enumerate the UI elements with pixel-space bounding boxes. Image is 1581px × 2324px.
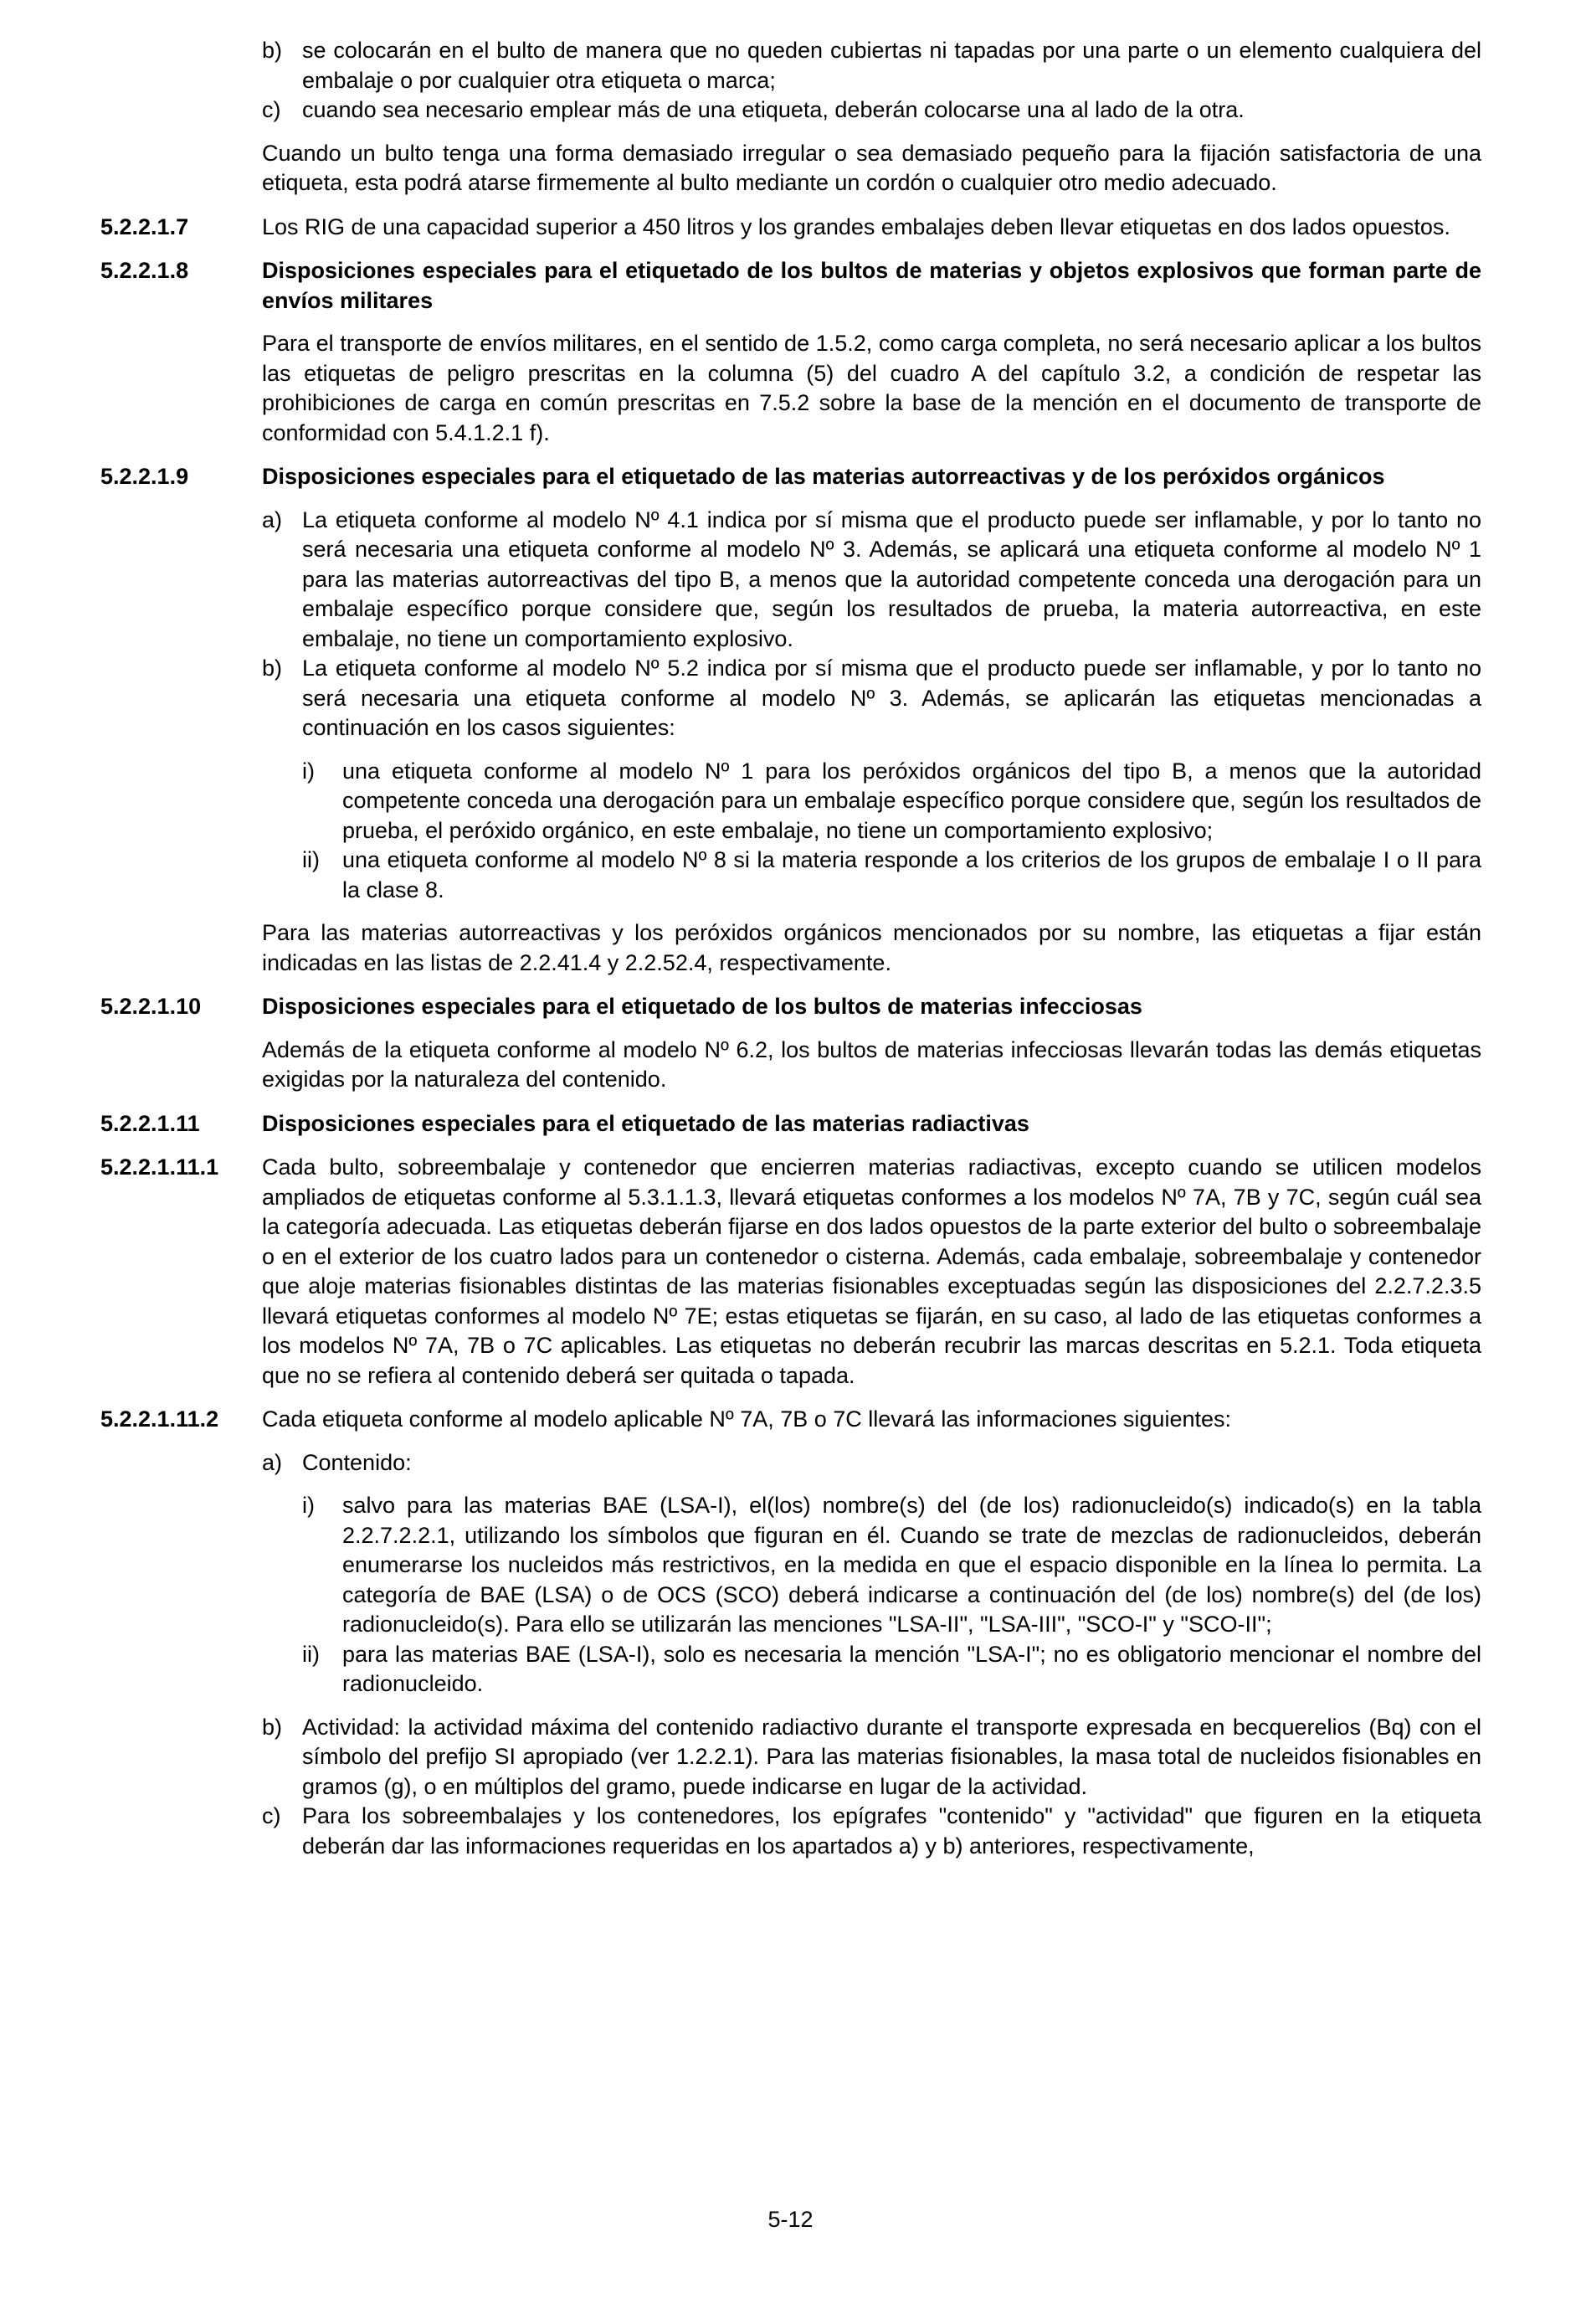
sub-list-item-text: una etiqueta conforme al modelo Nº 1 para los peróxidos orgánicos del tipo B, a menos que la autoridad competente conceda una derogación para un embalaje específico porque considere que, según los resultados de prueba, el peróxido orgánico, en este embalaje, no tiene un comportamiento explosivo; bbox=[342, 758, 1481, 843]
section-number: 5.2.2.1.11 bbox=[100, 1110, 200, 1136]
section-number: 5.2.2.1.11.2 bbox=[100, 1406, 219, 1432]
list-item bbox=[262, 1448, 1481, 1699]
list-item bbox=[262, 1802, 1481, 1861]
section-5-2-2-1-8 bbox=[100, 256, 1481, 448]
sub-list-item-text: una etiqueta conforme al modelo Nº 8 si la materia responde a los criterios de los grupos de embalaje I o II para la clase 8. bbox=[342, 847, 1481, 902]
list-item-text: cuando sea necesario emplear más de una etiqueta, deberán colocarse una al lado de la otra. bbox=[302, 97, 1245, 122]
section-number: 5.2.2.1.9 bbox=[100, 464, 189, 489]
sub-list-item bbox=[302, 846, 1481, 905]
section-title: Disposiciones especiales para el etiquetado de las materias radiactivas bbox=[262, 1110, 1029, 1136]
section-5-2-2-1-11-1 bbox=[100, 1153, 1481, 1391]
section-5-2-2-1-7 bbox=[100, 213, 1481, 243]
sub-list-item-text: salvo para las materias BAE (LSA-I), el(los) nombre(s) del (de los) radionucleido(s) indicado(s) en la tabla 2.2.7.2.2.1, utilizando los símbolos que figuran en él. Cuando se trate de mezclas de radionucleidos, deberán enumerarse los nucleidos más restrictivos, en la medida en que el espacio disponible en la línea lo permita. La categoría de BAE (LSA) o de OCS (SCO) deberá indicarse a continuación del (de los) nombre(s) del (de los) radionucleido(s). Para ello se utilizarán las menciones "LSA-II", "LSA-III", "SCO-I" y "SCO-II"; bbox=[342, 1493, 1481, 1637]
section-title: Disposiciones especiales para el etiquetado de las materias autorreactivas y de los peróxidos orgánicos bbox=[262, 464, 1385, 489]
sub-list-item-text: para las materias BAE (LSA-I), solo es necesaria la mención "LSA-I"; no es obligatorio mencionar el nombre del radionucleido. bbox=[342, 1641, 1481, 1696]
list-item bbox=[262, 36, 1481, 95]
list-item-label: c) bbox=[262, 97, 281, 122]
list-item-label: a) bbox=[262, 1449, 283, 1475]
list-item bbox=[262, 506, 1481, 655]
section-5-2-2-1-11 bbox=[100, 1109, 1481, 1139]
sub-list-item bbox=[302, 1491, 1481, 1640]
sub-list-item-label: ii) bbox=[302, 847, 320, 872]
section-title: Disposiciones especiales para el etiquetado de los bultos de materias y objetos explosivos que forman parte de envíos militares bbox=[262, 258, 1481, 313]
list-item-text: se colocarán en el bulto de manera que no queden cubiertas ni tapadas por una parte o un elemento cualquiera del embalaje o por cualquier otra etiqueta o marca; bbox=[302, 38, 1481, 93]
list-item-text: Actividad: la actividad máxima del contenido radiactivo durante el transporte expresada en becquerelios (Bq) con el símbolo del prefijo SI apropiado (ver 1.2.2.1). Para las materias fisionables, la masa total de nucleidos fisionables en gramos (g), o en múltiplos del gramo, puede indicarse en lugar de la actividad. bbox=[302, 1714, 1481, 1799]
section-title: Disposiciones especiales para el etiquetado de los bultos de materias infecciosas bbox=[262, 994, 1142, 1019]
list-item-label: b) bbox=[262, 656, 283, 681]
section-number: 5.2.2.1.10 bbox=[100, 994, 202, 1019]
paragraph: Para el transporte de envíos militares, en el sentido de 1.5.2, como carga completa, no será necesario aplicar a los bultos las etiquetas de peligro prescritas en la columna (5) del cuadro A del capítulo 3.2, a condición de respetar las prohibiciones de carga en común prescritas en 7.5.2 sobre la base de la mención en el documento de transporte de conformidad con 5.4.1.2.1 f). bbox=[262, 331, 1481, 445]
list-item bbox=[262, 654, 1481, 905]
page-number: 5-12 bbox=[767, 2207, 814, 2232]
list-item-text: La etiqueta conforme al modelo Nº 4.1 indica por sí misma que el producto puede ser inflamable, y por lo tanto no será necesaria una etiqueta conforme al modelo Nº 3. Además, se aplicará una etiqueta conforme al modelo Nº 1 para las materias autorreactivas del tipo B, a menos que la autoridad competente conceda una derogación para un embalaje específico porque considere que, según los resultados de prueba, la materia autorreactiva, en este embalaje, no tiene un comportamiento explosivo. bbox=[302, 506, 1481, 651]
paragraph: Cada etiqueta conforme al modelo aplicable Nº 7A, 7B o 7C llevará las informaciones siguientes: bbox=[262, 1406, 1231, 1432]
list-item-label: b) bbox=[262, 1714, 283, 1740]
sub-list-item-label: i) bbox=[302, 1493, 315, 1518]
section-5-2-2-1-11-2 bbox=[100, 1405, 1481, 1861]
list-item-label: c) bbox=[262, 1803, 281, 1828]
continuation-block bbox=[100, 36, 1481, 198]
paragraph: Para las materias autorreactivas y los peróxidos orgánicos mencionados por su nombre, las etiquetas a fijar están indicadas en las listas de 2.2.41.4 y 2.2.52.4, respectivamente. bbox=[262, 920, 1481, 975]
section-5-2-2-1-9 bbox=[100, 462, 1481, 978]
list-item-text: La etiqueta conforme al modelo Nº 5.2 indica por sí misma que el producto puede ser inflamable, y por lo tanto no será necesaria una etiqueta conforme al modelo Nº 3. Además, se aplicarán las etiquetas mencionadas a continuación en los casos siguientes: bbox=[302, 656, 1481, 740]
section-number: 5.2.2.1.11.1 bbox=[100, 1154, 219, 1180]
paragraph: Los RIG de una capacidad superior a 450 litros y los grandes embalajes deben llevar etiquetas en dos lados opuestos. bbox=[262, 213, 1450, 239]
sub-list-item bbox=[302, 757, 1481, 846]
paragraph: Además de la etiqueta conforme al modelo Nº 6.2, los bultos de materias infecciosas llevarán todas las demás etiquetas exigidas por la naturaleza del contenido. bbox=[262, 1036, 1481, 1092]
section-5-2-2-1-10 bbox=[100, 992, 1481, 1095]
list-item-label: a) bbox=[262, 506, 283, 532]
page-content bbox=[100, 36, 1481, 1861]
list-item-text: Contenido: bbox=[302, 1449, 412, 1475]
sub-list-item-label: ii) bbox=[302, 1641, 320, 1667]
section-number: 5.2.2.1.7 bbox=[100, 213, 189, 239]
sub-list-item-label: i) bbox=[302, 758, 315, 784]
section-number: 5.2.2.1.8 bbox=[100, 258, 189, 283]
list-item-label: b) bbox=[262, 38, 283, 63]
list-item bbox=[262, 95, 1481, 126]
list-item-text: Para los sobreembalajes y los contenedores, los epígrafes "contenido" y "actividad" que figuren en la etiqueta deberán dar las informaciones requeridas en los apartados a) y b) anteriores, respectivamente, bbox=[302, 1803, 1481, 1859]
paragraph: Cuando un bulto tenga una forma demasiado irregular o sea demasiado pequeño para la fijación satisfactoria de una etiqueta, esta podrá atarse firmemente al bulto mediante un cordón o cualquier otro medio adecuado. bbox=[262, 140, 1481, 195]
sub-list-item bbox=[302, 1640, 1481, 1699]
list-item bbox=[262, 1713, 1481, 1802]
paragraph: Cada bulto, sobreembalaje y contenedor que encierren materias radiactivas, excepto cuando se utilicen modelos ampliados de etiquetas conforme al 5.3.1.1.3, llevará etiquetas conformes a los modelos Nº 7A, 7B y 7C, según cuál sea la categoría adecuada. Las etiquetas deberán fijarse en dos lados opuestos de la parte exterior del bulto o sobreembalaje o en el exterior de los cuatro lados para un contenedor o cisterna. Además, cada embalaje, sobreembalaje y contenedor que aloje materias fisionables distintas de las materias fisionables exceptuadas según las disposiciones del 2.2.7.2.3.5 llevará etiquetas conformes al modelo Nº 7E; estas etiquetas se fijarán, en su caso, al lado de las etiquetas conformes a los modelos Nº 7A, 7B o 7C aplicables. Las etiquetas no deberán recubrir las marcas descritas en 5.2.1. Toda etiqueta que no se refiera al contenido deberá ser quitada o tapada. bbox=[262, 1154, 1481, 1388]
